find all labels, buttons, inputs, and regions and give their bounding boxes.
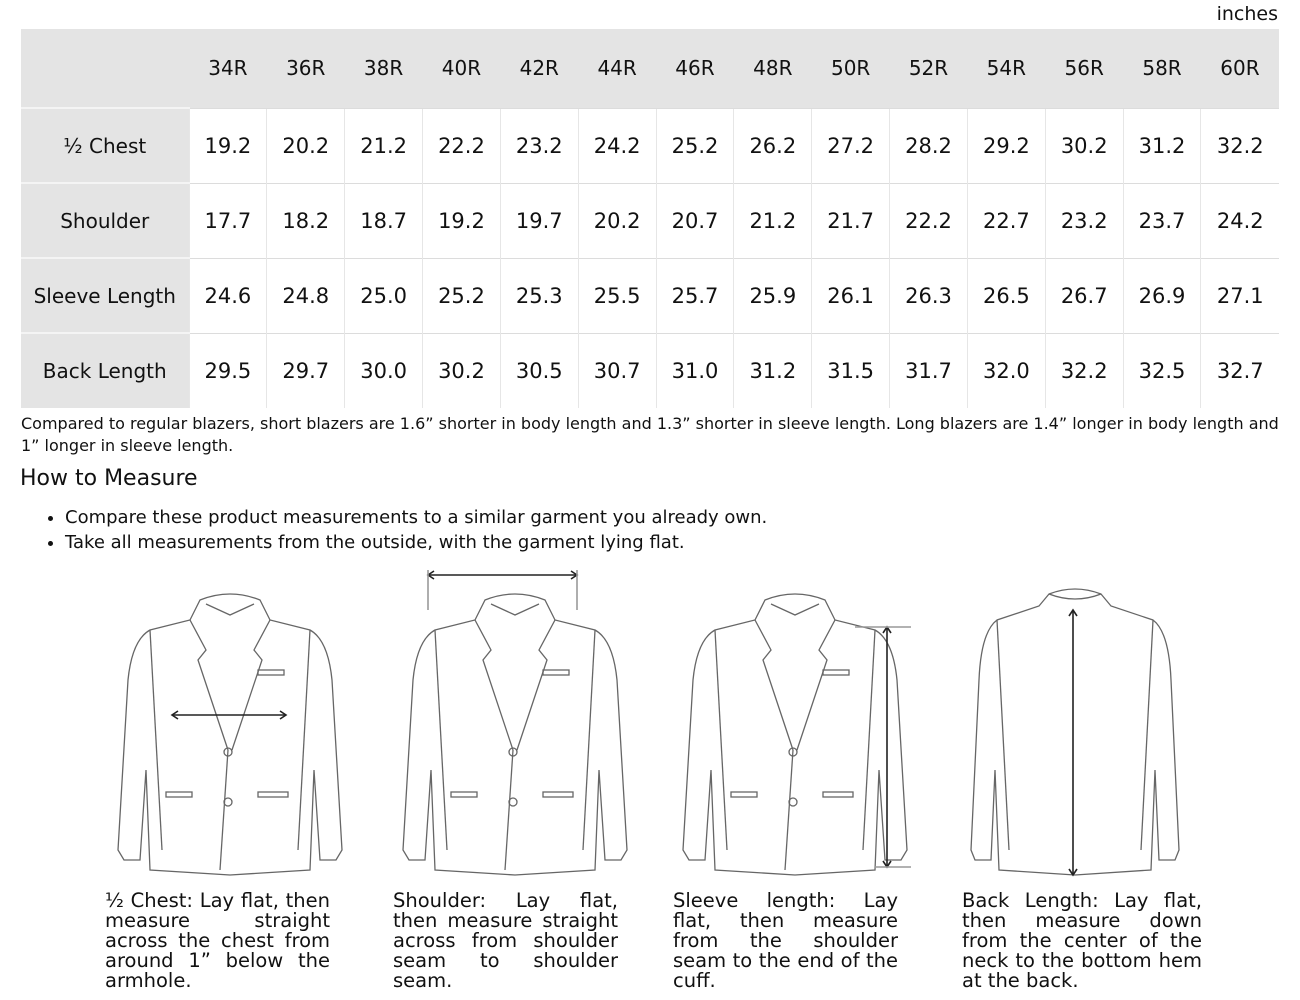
- table-cell: 20.2: [267, 108, 345, 183]
- table-cell: 26.9: [1123, 258, 1201, 333]
- table-cell: 31.2: [1123, 108, 1201, 183]
- size-column-header: 60R: [1201, 29, 1279, 108]
- list-item: • Take all measurements from the outside, with the garment lying flat.: [65, 530, 767, 555]
- table-cell: 26.3: [890, 258, 968, 333]
- sleeve-caption: Sleeve length: Lay flat, then measure from the shoulder seam to the end of the cuff.: [673, 889, 898, 992]
- table-cell: 29.7: [267, 333, 345, 408]
- table-cell: 18.7: [345, 183, 423, 258]
- table-cell: 19.2: [423, 183, 501, 258]
- table-cell: 31.0: [656, 333, 734, 408]
- table-cell: 32.7: [1201, 333, 1279, 408]
- sleeve-jacket-diagram: [675, 570, 915, 890]
- table-cell: 31.7: [890, 333, 968, 408]
- table-cell: 25.5: [578, 258, 656, 333]
- size-column-header: 42R: [500, 29, 578, 108]
- table-cell: 21.2: [734, 183, 812, 258]
- back-length-caption: Back Length: Lay flat, then measure down from the center of the neck to the bottom hem at the back.: [962, 889, 1202, 992]
- table-cell: 25.3: [500, 258, 578, 333]
- table-cell: 32.2: [1045, 333, 1123, 408]
- table-cell: 32.5: [1123, 333, 1201, 408]
- table-cell: 31.5: [812, 333, 890, 408]
- table-cell: 24.6: [189, 258, 267, 333]
- table-cell: 30.2: [423, 333, 501, 408]
- table-cell: 30.7: [578, 333, 656, 408]
- table-cell: 23.2: [500, 108, 578, 183]
- table-cell: 17.7: [189, 183, 267, 258]
- table-cell: 32.0: [967, 333, 1045, 408]
- row-label: ½ Chest: [21, 108, 189, 183]
- table-cell: 27.1: [1201, 258, 1279, 333]
- unit-label: inches: [1216, 3, 1278, 25]
- table-cell: 24.8: [267, 258, 345, 333]
- back-length-measure-line: [1069, 610, 1077, 875]
- table-cell: 31.2: [734, 333, 812, 408]
- table-cell: 25.2: [656, 108, 734, 183]
- table-cell: 28.2: [890, 108, 968, 183]
- size-column-header: 48R: [734, 29, 812, 108]
- table-cell: 26.5: [967, 258, 1045, 333]
- table-cell: 25.9: [734, 258, 812, 333]
- size-column-header: 58R: [1123, 29, 1201, 108]
- size-column-header: 34R: [189, 29, 267, 108]
- table-cell: 23.2: [1045, 183, 1123, 258]
- table-cell: 20.7: [656, 183, 734, 258]
- size-header-row: [21, 29, 1279, 108]
- size-column-header: 36R: [267, 29, 345, 108]
- table-cell: 21.7: [812, 183, 890, 258]
- table-cell: 22.2: [423, 108, 501, 183]
- table-row-back-length: [21, 333, 1279, 408]
- table-row-half-chest: [21, 108, 1279, 183]
- shoulder-measure-line: [428, 570, 577, 610]
- table-cell: 22.2: [890, 183, 968, 258]
- shoulder-caption: Shoulder: Lay flat, then measure straight across from shoulder seam to shoulder seam.: [393, 889, 618, 992]
- chest-caption: ½ Chest: Lay flat, then measure straight across the chest from around 1” below the armhole.: [105, 889, 330, 992]
- table-cell: 19.7: [500, 183, 578, 258]
- shoulder-jacket-diagram: [395, 570, 635, 890]
- size-column-header: 46R: [656, 29, 734, 108]
- chest-measure-line: [172, 711, 286, 719]
- table-cell: 29.5: [189, 333, 267, 408]
- table-cell: 25.0: [345, 258, 423, 333]
- table-cell: 30.5: [500, 333, 578, 408]
- table-cell: 21.2: [345, 108, 423, 183]
- size-column-header: 38R: [345, 29, 423, 108]
- table-cell: 25.2: [423, 258, 501, 333]
- table-cell: 26.1: [812, 258, 890, 333]
- row-label: Back Length: [21, 333, 189, 408]
- table-row-sleeve-length: [21, 258, 1279, 333]
- table-row-shoulder: [21, 183, 1279, 258]
- table-cell: 25.7: [656, 258, 734, 333]
- size-column-header: 50R: [812, 29, 890, 108]
- size-column-header: 54R: [967, 29, 1045, 108]
- table-cell: 23.7: [1123, 183, 1201, 258]
- size-column-header: 56R: [1045, 29, 1123, 108]
- table-cell: 32.2: [1201, 108, 1279, 183]
- table-cell: 26.7: [1045, 258, 1123, 333]
- table-cell: 30.0: [345, 333, 423, 408]
- size-chart-table: [21, 29, 1279, 408]
- size-column-header: 44R: [578, 29, 656, 108]
- table-cell: 26.2: [734, 108, 812, 183]
- size-column-header: 40R: [423, 29, 501, 108]
- back-jacket-diagram: [965, 570, 1205, 890]
- table-cell: 24.2: [1201, 183, 1279, 258]
- size-column-header: 52R: [890, 29, 968, 108]
- size-variant-note: Compared to regular blazers, short blazers are 1.6” shorter in body length and 1.3” shorter in sleeve length. Long blazers are 1.4” longer in body length and 1” longer in sleeve length.: [21, 414, 1279, 455]
- how-to-measure-heading: How to Measure: [20, 466, 198, 491]
- corner-cell: [21, 29, 189, 108]
- table-cell: 24.2: [578, 108, 656, 183]
- row-label: Sleeve Length: [21, 258, 189, 333]
- measure-tips-list: [44, 505, 767, 555]
- row-label: Shoulder: [21, 183, 189, 258]
- list-item: • Compare these product measurements to a similar garment you already own.: [65, 505, 767, 530]
- table-cell: 22.7: [967, 183, 1045, 258]
- chest-jacket-diagram: [110, 570, 350, 890]
- table-cell: 19.2: [189, 108, 267, 183]
- table-cell: 30.2: [1045, 108, 1123, 183]
- table-cell: 20.2: [578, 183, 656, 258]
- table-cell: 18.2: [267, 183, 345, 258]
- table-cell: 29.2: [967, 108, 1045, 183]
- table-cell: 27.2: [812, 108, 890, 183]
